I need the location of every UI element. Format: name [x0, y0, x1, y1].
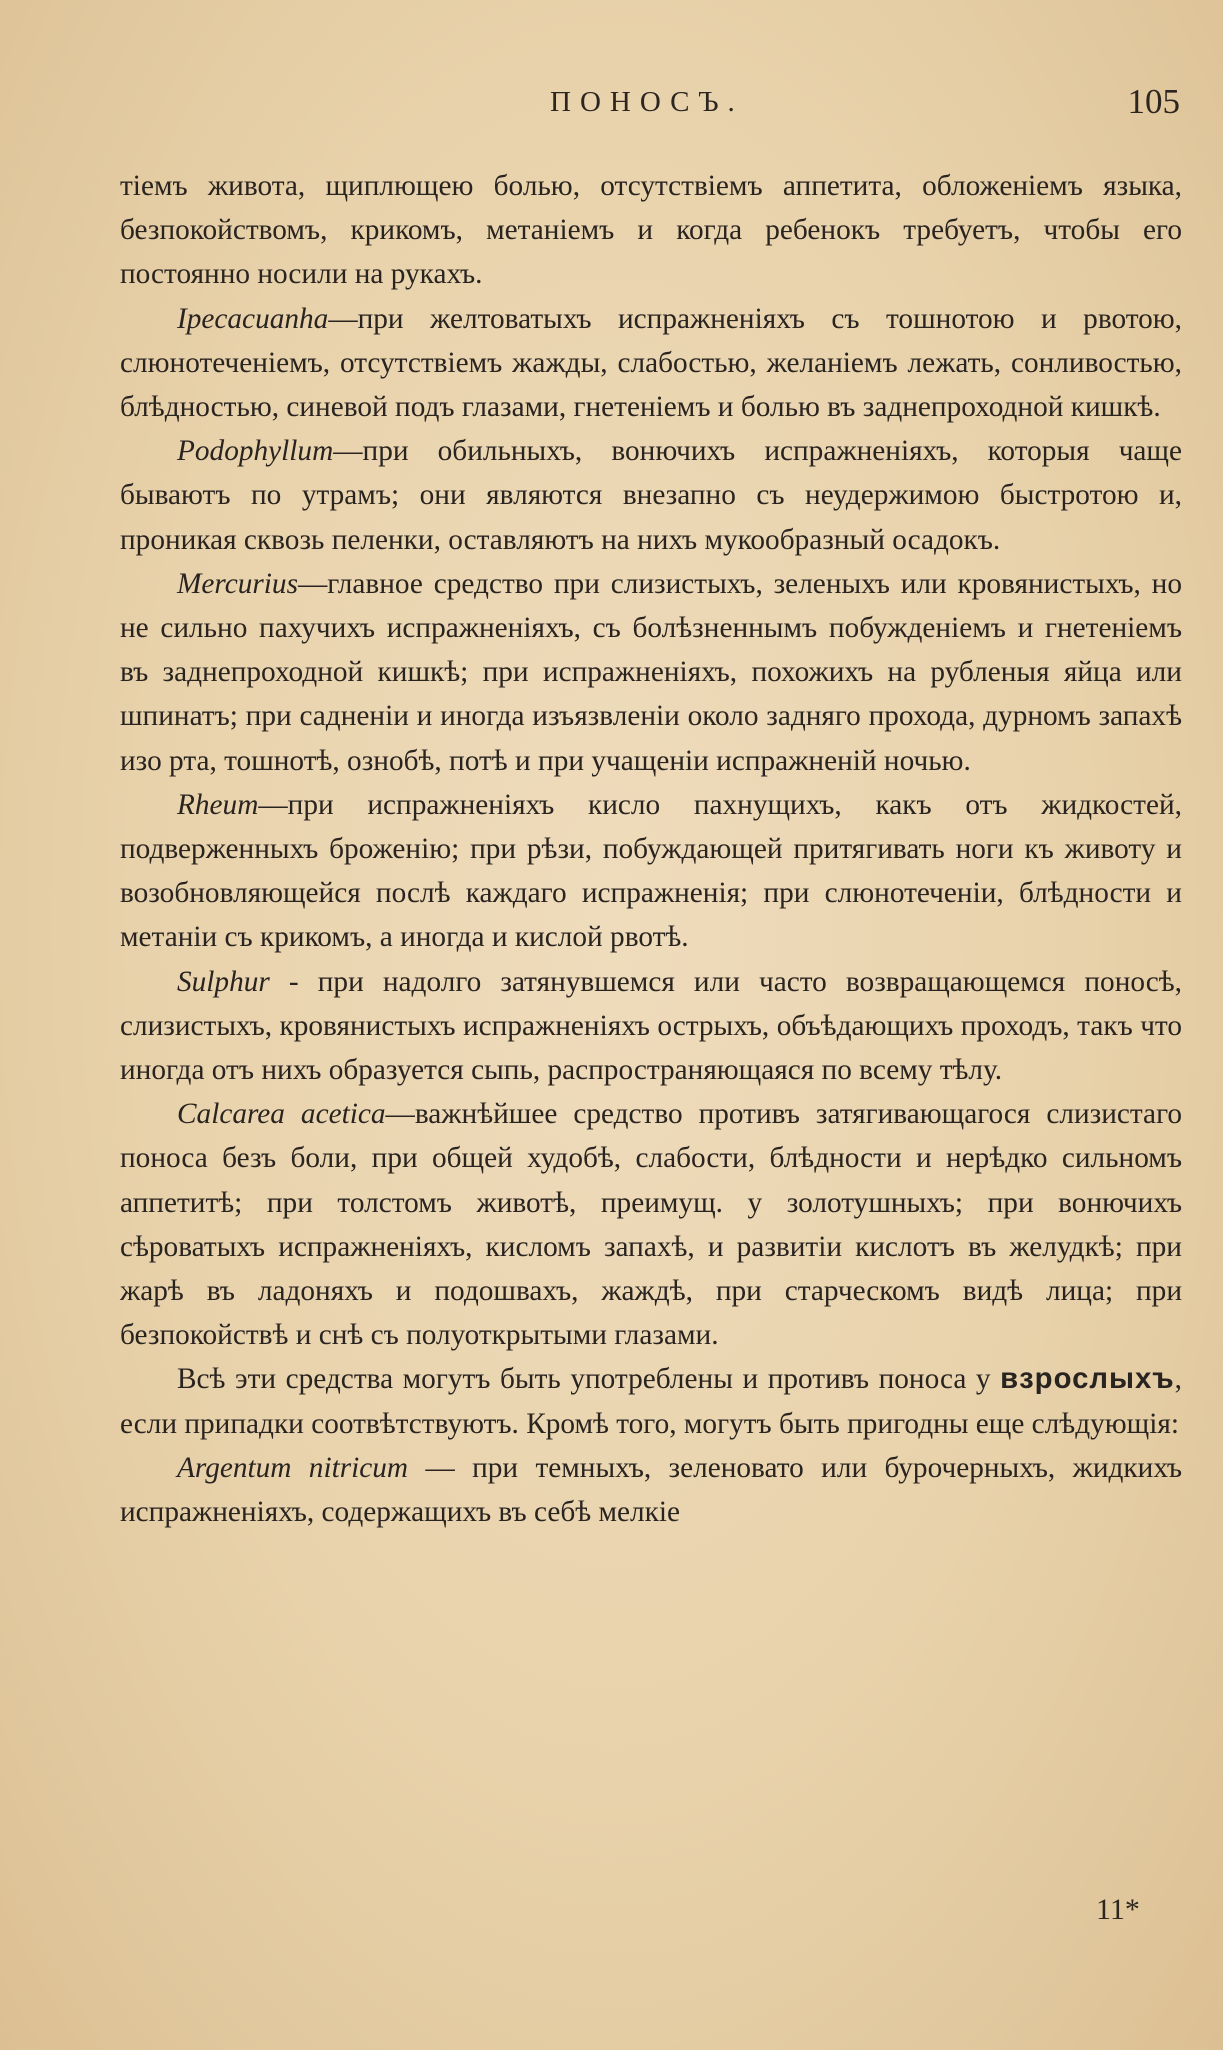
- remedy-name: Argentum nitricum: [177, 1451, 409, 1484]
- paragraph-text: —важнѣйшее средство противъ затягивающагося слизистаго поноса безъ боли, при общей худобѣ, слабости, блѣдности и нерѣдко сильномъ аппетитѣ; при толстомъ животѣ, преимущ. у золотушныхъ; при вонючихъ сѣроватыхъ испражненіяхъ, кисломъ запахѣ, и развитіи кислотъ въ желудкѣ; при жарѣ въ ладоняхъ и подошвахъ, жаждѣ, при старческомъ видѣ лица; при безпокойствѣ и снѣ съ полуоткрытыми глазами.: [120, 1098, 1182, 1352]
- remedy-name: Calcarea acetica: [177, 1098, 386, 1131]
- page-header: [120, 82, 1180, 128]
- paragraph-text: —при испражненіяхъ кисло пахнущихъ, какъ отъ жидкостей, подверженныхъ броженію; при рѣзи, побуждающей притягивать ноги къ животу и возобновляющейся послѣ каждаго испражненія; при слюнотеченіи, блѣдности и метаніи съ крикомъ, а иногда и кислой рвотѣ.: [120, 788, 1182, 954]
- signature-mark: 11*: [1096, 1893, 1140, 1926]
- paragraph-text: — при темныхъ, зеленовато или бурочерныхъ, жидкихъ испражненіяхъ, содержащихъ въ себѣ мелкіе: [120, 1451, 1182, 1529]
- remedy-name: Rheum: [177, 788, 259, 821]
- paragraph-text: —главное средство при слизистыхъ, зеленыхъ или кровянистыхъ, но не сильно пахучихъ испражненіяхъ, съ болѣзненнымъ побужденіемъ и гнетеніемъ въ заднепроходной кишкѣ; при испражненіяхъ, похожихъ на рубленыя яйца или шпинатъ; при садненіи и иногда изъязвленіи около задняго прохода, дурномъ запахѣ изо рта, тошнотѣ, ознобѣ, потѣ и при учащеніи испражненій ночью.: [120, 567, 1182, 777]
- paragraph-rheum: [120, 783, 1182, 960]
- emphasis-word: взрослыхъ: [1000, 1362, 1175, 1396]
- body-text: [120, 164, 1182, 1534]
- paragraph-podophyllum: [120, 429, 1182, 562]
- paragraph-text: —при желтоватыхъ испражненіяхъ съ тошнотою и рвотою, слюнотеченіемъ, отсутствіемъ жажды, слабостью, желаніемъ лежать, сонливостью, блѣдностью, синевой подъ глазами, гнетеніемъ и болью въ заднепроходной кишкѣ.: [120, 302, 1182, 424]
- paragraph-argentum-nitricum: [120, 1446, 1182, 1534]
- remedy-name: Mercurius: [177, 567, 298, 600]
- remedy-name: Ipecacuanha: [177, 302, 329, 335]
- running-title: ПОНОСЪ.: [550, 86, 744, 118]
- remedy-name: Sulphur: [177, 965, 270, 998]
- paragraph-text: тіемъ живота, щиплющею болью, отсутствіемъ аппетита, обложеніемъ языка, безпокойствомъ, крикомъ, метаніемъ и когда ребенокъ требуетъ, чтобы его постоянно носили на рукахъ.: [120, 170, 1182, 291]
- paragraph-adults: [120, 1357, 1182, 1445]
- paragraph-continuation: [120, 164, 1182, 297]
- paragraph-text: , если припадки соотвѣтствуютъ. Кромѣ того, могутъ быть пригодны еще слѣдующія:: [120, 1363, 1182, 1440]
- remedy-name: Podophyllum: [177, 435, 334, 468]
- paragraph-text: —при обильныхъ, вонючихъ испражненіяхъ, которыя чаще бываютъ по утрамъ; они являются внезапно съ неудержимою быстротою и, проникая сквозь пеленки, оставляютъ на нихъ мукообразный осадокъ.: [120, 435, 1182, 556]
- paragraph-text: - при надолго затянувшемся или часто возвращающемся поносѣ, слизистыхъ, кровянистыхъ испражненіяхъ острыхъ, объѣдающихъ проходъ, такъ что иногда отъ нихъ образуется сыпь, распространяющаяся по всему тѣлу.: [120, 965, 1182, 1087]
- paragraph-ipecacuanha: [120, 297, 1182, 430]
- paragraph-text: Всѣ эти средства могутъ быть употреблены и противъ поноса у: [177, 1363, 1001, 1396]
- paragraph-mercurius: [120, 562, 1182, 783]
- paragraph-sulphur: [120, 960, 1182, 1093]
- page-number: 105: [1127, 82, 1180, 121]
- paragraph-calcarea-acetica: [120, 1092, 1182, 1357]
